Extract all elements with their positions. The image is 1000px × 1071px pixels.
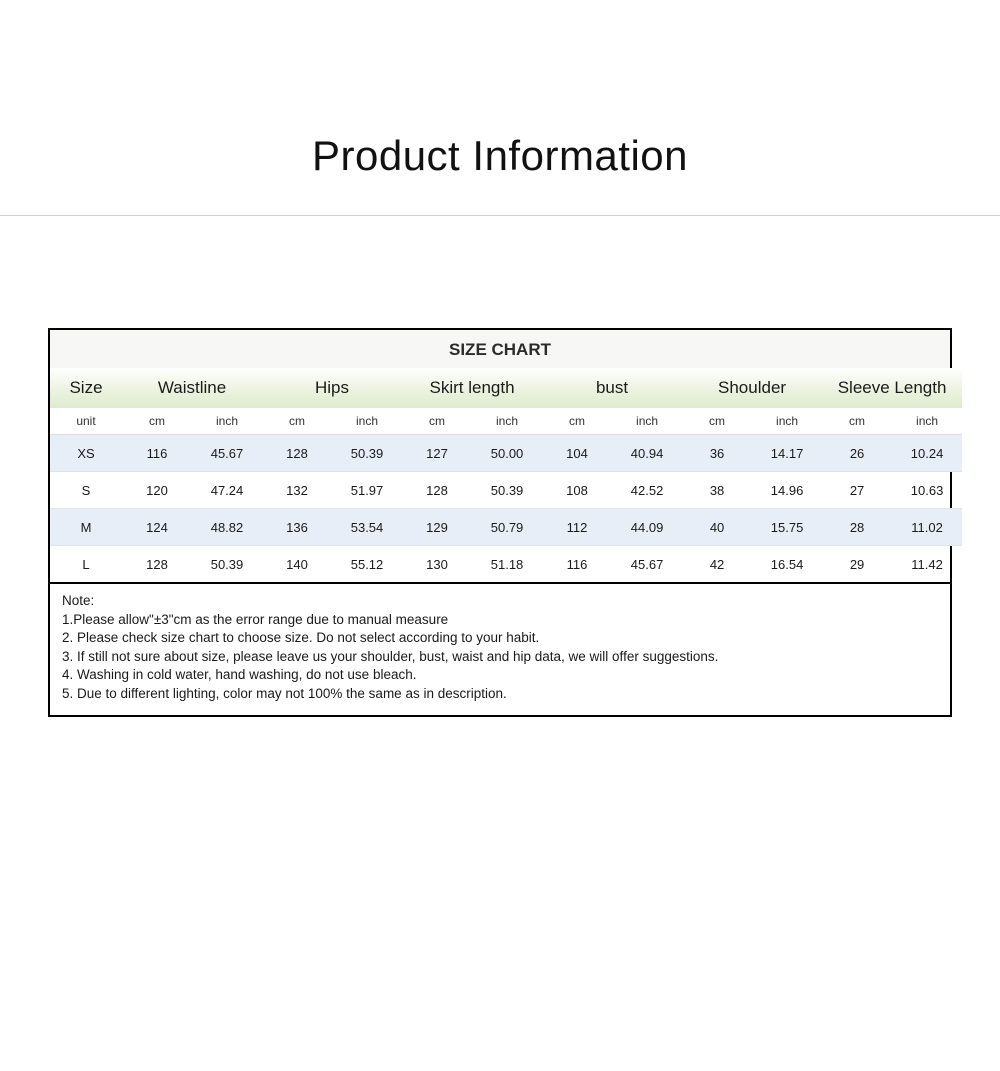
cell: 42.52 xyxy=(612,472,682,509)
cell: 51.97 xyxy=(332,472,402,509)
cell: 48.82 xyxy=(192,509,262,546)
cell: 116 xyxy=(566,556,588,572)
cell: 140 xyxy=(286,556,308,572)
unit-skirt-length-cm: cm xyxy=(402,408,472,435)
cell: 40.94 xyxy=(612,435,682,472)
unit-hips-inch: inch xyxy=(332,408,402,435)
header-group-shoulder: Shoulder xyxy=(682,368,822,408)
cell: 27 xyxy=(822,472,892,509)
table-unit-row xyxy=(50,408,962,435)
unit-hips-cm: cm xyxy=(262,408,332,435)
cell: 53.54 xyxy=(332,509,402,546)
note-line: 5. Due to different lighting, color may not 100% the same as in description. xyxy=(62,685,507,701)
header-group-skirt-length: Skirt length xyxy=(402,368,542,408)
unit-waistline-inch: inch xyxy=(192,408,262,435)
header-size: Size xyxy=(50,368,122,408)
note-line: 1.Please allow"±3"cm as the error range due to manual measure xyxy=(62,611,449,627)
unit-skirt-length-inch: inch xyxy=(472,408,542,435)
cell: 128 xyxy=(262,435,332,472)
cell: 45.67 xyxy=(630,556,664,572)
unit-shoulder-cm: cm xyxy=(682,408,752,435)
unit-sleeve-length-cm: cm xyxy=(822,408,892,435)
note-line: 4. Washing in cold water, hand washing, do not use bleach. xyxy=(62,667,417,682)
cell: 130 xyxy=(426,556,448,572)
unit-label: unit xyxy=(50,408,122,435)
cell: 50.39 xyxy=(332,435,402,472)
page-title: Product Information xyxy=(311,132,688,179)
cell: 16.54 xyxy=(770,556,804,572)
cell: 128 xyxy=(146,556,168,572)
row-size: S xyxy=(50,472,122,509)
cell: 50.79 xyxy=(472,509,542,546)
cell: 108 xyxy=(542,472,612,509)
unit-sleeve-length-inch: inch xyxy=(892,408,962,435)
cell: 26 xyxy=(822,435,892,472)
cell: 11.02 xyxy=(892,509,962,546)
row-size: M xyxy=(50,509,122,546)
header-group-bust: bust xyxy=(542,368,682,408)
unit-bust-cm: cm xyxy=(542,408,612,435)
note-line: Note: xyxy=(62,593,95,608)
table-row xyxy=(50,509,962,546)
cell: 28 xyxy=(822,509,892,546)
header-group-sleeve-length: Sleeve Length xyxy=(822,368,962,408)
cell: 116 xyxy=(122,435,192,472)
size-chart-notes xyxy=(50,582,950,715)
unit-waistline-cm: cm xyxy=(122,408,192,435)
cell: 129 xyxy=(402,509,472,546)
title-divider xyxy=(0,215,1000,216)
cell: 14.96 xyxy=(752,472,822,509)
cell: 42 xyxy=(709,556,725,572)
cell: 45.67 xyxy=(192,435,262,472)
cell: 38 xyxy=(682,472,752,509)
cell: 136 xyxy=(262,509,332,546)
cell: 15.75 xyxy=(752,509,822,546)
note-line: 3. If still not sure about size, please leave us your shoulder, bust, waist and hip data, we will offer suggestions. xyxy=(62,648,719,664)
cell: 124 xyxy=(122,509,192,546)
table-row xyxy=(50,546,962,583)
header-group-hips: Hips xyxy=(262,368,402,408)
cell: 36 xyxy=(682,435,752,472)
header-group-waistline: Waistline xyxy=(122,368,262,408)
cell: 50.39 xyxy=(472,472,542,509)
cell: 50.00 xyxy=(472,435,542,472)
cell: 112 xyxy=(542,509,612,546)
table-group-header-row xyxy=(50,368,962,408)
row-size: XS xyxy=(50,435,122,472)
cell: 51.18 xyxy=(490,556,524,572)
cell: 40 xyxy=(682,509,752,546)
size-chart-caption: SIZE CHART xyxy=(50,330,950,368)
cell: 104 xyxy=(542,435,612,472)
size-chart-table xyxy=(50,368,962,582)
cell: 29 xyxy=(849,556,865,572)
cell: 47.24 xyxy=(192,472,262,509)
cell: 55.12 xyxy=(350,556,384,572)
cell: 120 xyxy=(122,472,192,509)
cell: 50.39 xyxy=(210,556,244,572)
cell: 14.17 xyxy=(752,435,822,472)
table-row xyxy=(50,472,962,509)
cell: 132 xyxy=(262,472,332,509)
row-size: L xyxy=(82,556,90,572)
table-row xyxy=(50,435,962,472)
cell: 128 xyxy=(402,472,472,509)
note-line: 2. Please check size chart to choose size. Do not select according to your habit. xyxy=(62,630,540,645)
cell: 44.09 xyxy=(612,509,682,546)
unit-bust-inch: inch xyxy=(612,408,682,435)
unit-shoulder-inch: inch xyxy=(752,408,822,435)
size-chart-block xyxy=(48,328,952,717)
cell: 10.24 xyxy=(892,435,962,472)
cell: 10.63 xyxy=(892,472,962,509)
cell: 127 xyxy=(402,435,472,472)
cell: 11.42 xyxy=(911,556,943,572)
